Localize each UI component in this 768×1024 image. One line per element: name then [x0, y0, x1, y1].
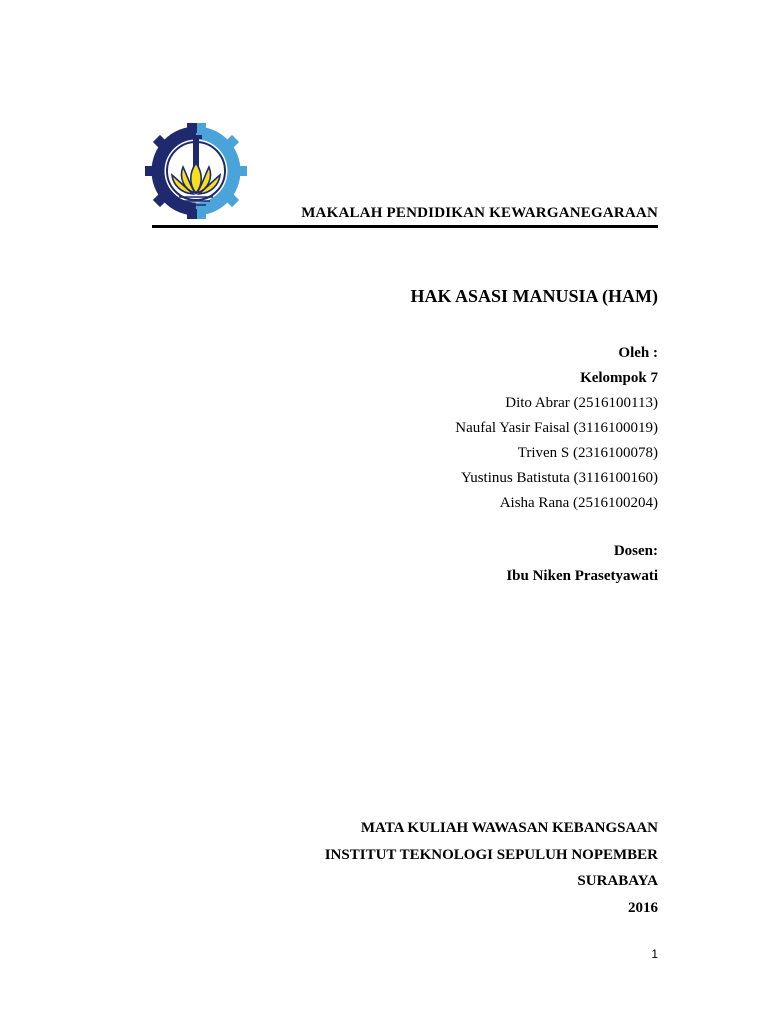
authors-block — [455, 341, 658, 516]
header-divider — [152, 225, 658, 228]
footer-institution: INSTITUT TEKNOLOGI SEPULUH NOPEMBER — [324, 846, 658, 863]
lecturer-name: Ibu Niken Prasetyawati — [506, 568, 658, 584]
footer-course: MATA KULIAH WAWASAN KEBANGSAAN — [360, 820, 658, 836]
member-item: Yustinus Batistuta (3116100160) — [461, 470, 658, 486]
footer-year: 2016 — [628, 899, 658, 916]
by-label: Oleh : — [618, 345, 658, 361]
footer-city: SURABAYA — [577, 873, 658, 889]
document-title: HAK ASASI MANUSIA (HAM) — [410, 286, 658, 306]
page-number: 1 — [651, 947, 658, 961]
lecturer-label: Dosen: — [613, 543, 658, 559]
member-item: Triven S (2316100078) — [517, 445, 658, 461]
member-item: Dito Abrar (2516100113) — [505, 395, 658, 411]
its-logo-icon — [143, 123, 249, 219]
group-name: Kelompok 7 — [580, 370, 658, 386]
member-item: Naufal Yasir Faisal (3116100019) — [455, 420, 658, 436]
course-title: MAKALAH PENDIDIKAN KEWARGANEGARAAN — [301, 205, 658, 221]
member-item: Aisha Rana (2516100204) — [499, 495, 658, 511]
lecturer-block — [506, 539, 658, 589]
footer-block — [325, 815, 658, 921]
